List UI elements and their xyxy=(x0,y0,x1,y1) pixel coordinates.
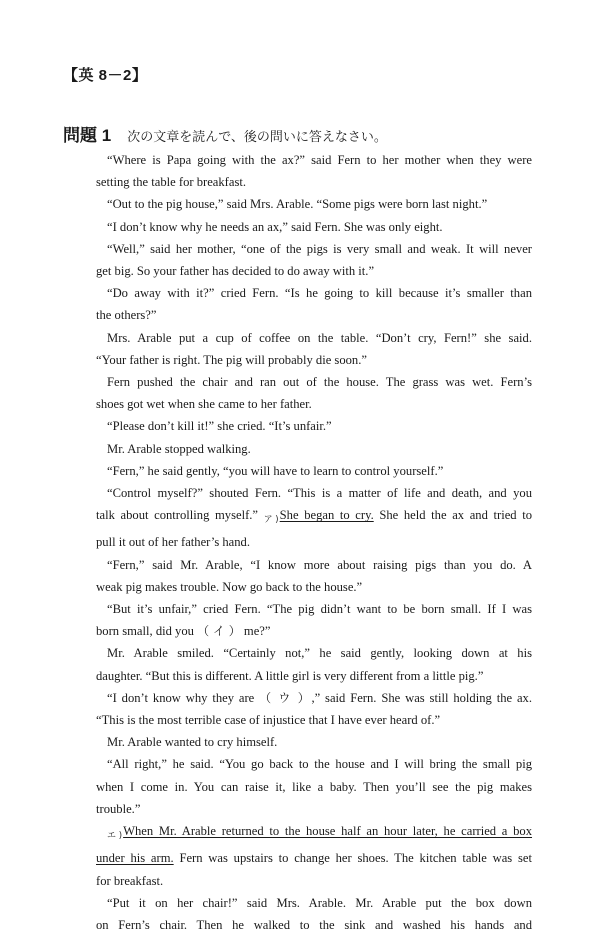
passage-line: pull it out of her father’s hand. xyxy=(96,535,251,550)
passage-line: “This is the most terrible case of injustice that I have ever heard of.” xyxy=(96,713,441,728)
marker-e: エ) xyxy=(107,831,123,842)
passage-text: born small, did you xyxy=(96,624,194,639)
passage-line: “Out to the pig house,” said Mrs. Arable. “Some pigs were born last night.” xyxy=(107,197,488,212)
underlined-e: When Mr. Arable returned to the house half an hour later, he carried a box xyxy=(123,824,533,839)
passage-line: daughter. “But this is different. A little girl is very different from a little pig.” xyxy=(96,668,484,683)
passage-text: She held the ax and tried to xyxy=(379,508,533,523)
passage-line: “Well,” said her mother, “one of the pigs is very small and weak. It will never xyxy=(107,241,532,256)
passage-line xyxy=(96,620,532,642)
passage-text: ,” said Fern. She was still holding the ax. xyxy=(311,690,532,705)
passage-text: me?” xyxy=(243,624,271,639)
passage-line: Fern pushed the chair and ran out of the house. The grass was wet. Fern’s xyxy=(107,375,532,390)
passage-line: trouble.” xyxy=(96,801,141,816)
passage-line: on Fern’s chair. Then he walked to the sink and washed his hands and xyxy=(96,917,532,932)
passage-line: “Fern,” he said gently, “you will have to learn to control yourself.” xyxy=(107,463,444,478)
blank-i: （ イ ） xyxy=(197,624,241,639)
passage-line: “Put it on her chair!” said Mrs. Arable. Mr. Arable put the box down xyxy=(107,895,532,910)
passage-line: Mr. Arable wanted to cry himself. xyxy=(107,735,278,750)
passage-line: the others?” xyxy=(96,308,157,323)
passage-line: when I come in. You can raise it, like a baby. Then you’ll see the pig makes xyxy=(96,779,532,794)
passage-line: weak pig makes trouble. Now go back to the house.” xyxy=(96,579,363,594)
passage-text: talk about controlling myself.” xyxy=(96,508,259,523)
question-label: 問題 1 xyxy=(63,126,112,145)
passage-line: “Do away with it?” cried Fern. “Is he going to kill because it’s smaller than xyxy=(107,286,532,301)
passage-line: Mrs. Arable put a cup of coffee on the table. “Don’t cry, Fern!” she said. xyxy=(107,330,532,345)
passage-line: Mr. Arable stopped walking. xyxy=(107,441,251,456)
underlined-e-cont: under his arm. xyxy=(96,851,174,866)
passage-line: “I don’t know why he needs an ax,” said Fern. She was only eight. xyxy=(107,219,443,234)
passage-line: get big. So your father has decided to do away with it.” xyxy=(96,264,375,279)
passage-line: “Where is Papa going with the ax?” said Fern to her mother when they were xyxy=(107,153,532,167)
passage-line xyxy=(96,687,532,709)
passage-line: “Fern,” said Mr. Arable, “I know more about raising pigs than you do. A xyxy=(107,557,532,572)
passage-line xyxy=(96,504,532,531)
passage-text: Fern was upstairs to change her shoes. The kitchen table was set xyxy=(179,851,532,866)
question-header xyxy=(63,121,387,146)
underlined-a: She began to cry. xyxy=(279,508,374,523)
passage-line: “All right,” he said. “You go back to the house and I will bring the small pig xyxy=(107,757,532,772)
passage-line: “Your father is right. The pig will probably die soon.” xyxy=(96,352,367,367)
question-instruction: 次の文章を読んで、後の問いに答えなさい。 xyxy=(127,130,387,145)
passage-line: Mr. Arable smiled. “Certainly not,” he said gently, looking down at his xyxy=(107,646,532,661)
passage-line xyxy=(96,820,532,847)
passage-line xyxy=(96,847,532,869)
passage-line: “Control myself?” shouted Fern. “This is a matter of life and death, and you xyxy=(107,486,532,501)
passage-line: setting the table for breakfast. xyxy=(96,175,247,190)
passage-line: “Please don’t kill it!” she cried. “It’s unfair.” xyxy=(107,419,332,434)
passage-text: “I don’t know why they are xyxy=(107,690,255,705)
marker-a: ア) xyxy=(263,515,279,526)
passage-line: shoes got wet when she came to her father. xyxy=(96,397,312,412)
section-code: 【英 8－2】 xyxy=(63,67,148,84)
blank-u: （ ウ ） xyxy=(259,690,312,705)
passage-line: “But it’s unfair,” cried Fern. “The pig didn’t want to be born small. If I was xyxy=(107,602,532,617)
passage-line: for breakfast. xyxy=(96,873,164,888)
reading-passage xyxy=(96,149,532,936)
